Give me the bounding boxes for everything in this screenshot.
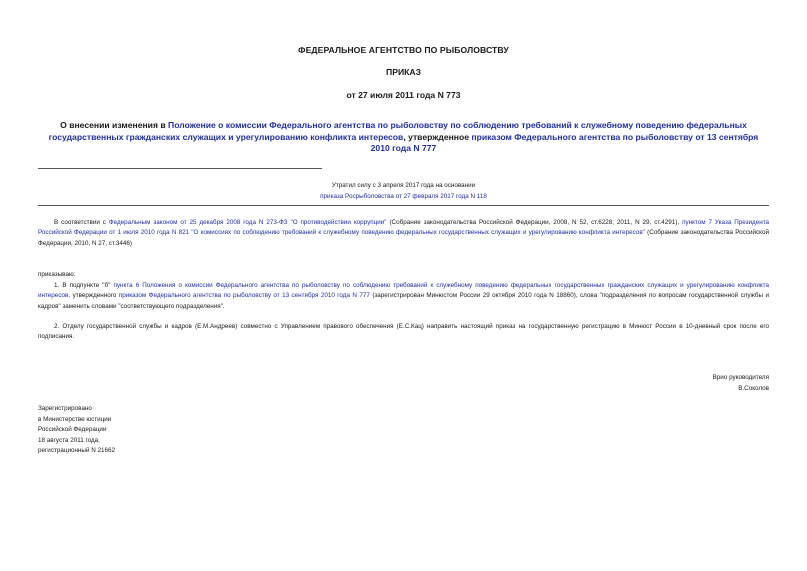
- lapse-text: Утратил силу с 3 апреля 2017 года на основании: [331, 182, 476, 189]
- document-title: [45, 120, 762, 155]
- signer-name: В.Соколов: [738, 384, 769, 392]
- lapse-link[interactable]: приказа Росрыболовства от 27 февраля 2017 года N 118: [320, 192, 487, 200]
- title-link-regulation[interactable]: Положение о комиссии Федерального агентства по рыболовству по соблюдению требований к служебному поведению федеральных государственных гражданских служащих и урегулированию конфликта интересов: [48, 120, 747, 142]
- registration-line-3: Российской Федерации: [38, 426, 107, 434]
- title-text-2: , утвержденное: [403, 131, 472, 142]
- preamble-paragraph: [38, 218, 769, 249]
- registration-line-5: регистрационный N 21662: [38, 447, 116, 455]
- registration-line-1: Зарегистрировано: [38, 405, 92, 412]
- clause-1-text-1: 1. В подпункте "б": [54, 282, 114, 289]
- document-date-number: от 27 июля 2011 года N 773: [346, 90, 461, 100]
- clause-1-text-2: , утвержденного: [68, 292, 119, 300]
- clause-1-link-regulation[interactable]: пункта 6 Положения о комиссии Федерального агентства по рыболовству по соблюдению требований к служебному поведению федеральных государственных гражданских служащих и урегулированию конфликта интересов: [38, 282, 769, 300]
- title-link-order[interactable]: приказом Федерального агентства по рыболовству от 13 сентября 2010 года N 777: [370, 131, 759, 153]
- clause-1-text-3: (зарегистрирован Минюстом России 29 октября 2010 года N 18860), слова "подразделения по вопросам государственной службы и кадров" заменить словами "соответствующего подразделения".: [38, 292, 769, 310]
- preamble-link-decree[interactable]: пунктом 7 Указа Президента Российской Федерации от 1 июля 2010 года N 821 "О комиссиях по соблюдению требований к служебному поведению федеральных государственных служащих и урегулированию конфликта интересов": [38, 219, 770, 237]
- clause-1: [38, 281, 769, 312]
- clause-1-link-order[interactable]: приказом Федерального агентства по рыболовству от 13 сентября 2010 года N 777: [118, 292, 370, 300]
- document-type: ПРИКАЗ: [386, 67, 421, 77]
- registration-block: [38, 404, 115, 457]
- issuing-agency: ФЕДЕРАЛЬНОЕ АГЕНТСТВО ПО РЫБОЛОВСТВУ: [298, 45, 509, 55]
- registration-line-4: 18 августа 2011 года,: [38, 436, 100, 444]
- title-text-1: О внесении изменения в: [60, 120, 169, 130]
- preamble-text-1: В соответствии с: [54, 219, 109, 226]
- clause-2: 2. Отделу государственной службы и кадров (Е.М.Андреев) совместно с Управлением правового обеспечения (Е.С.Кац) направить настоящий приказ на государственную регистрацию в Минюст России в 10-дневный срок после его подписания.: [38, 323, 769, 341]
- divider-full: [38, 205, 769, 206]
- preamble-text-3: (Собрание законодательства Российской Федерации, 2010, N 27, ст.3446): [38, 229, 769, 247]
- signer-position: Врио руководителя: [712, 374, 769, 381]
- divider-short: [38, 168, 322, 169]
- order-word: приказываю:: [38, 271, 76, 278]
- preamble-text-2: (Собрание законодательства Российской Федерации, 2008, N 52, ст.6228; 2011, N 29, ст.4291),: [386, 219, 683, 226]
- lapse-notice: [0, 181, 807, 202]
- registration-line-2: в Министерстве юстиции: [38, 415, 112, 423]
- preamble-link-federal-law[interactable]: Федеральным законом от 25 декабря 2008 года N 273-ФЗ "О противодействии коррупции": [108, 219, 387, 226]
- signature-block: [713, 373, 769, 394]
